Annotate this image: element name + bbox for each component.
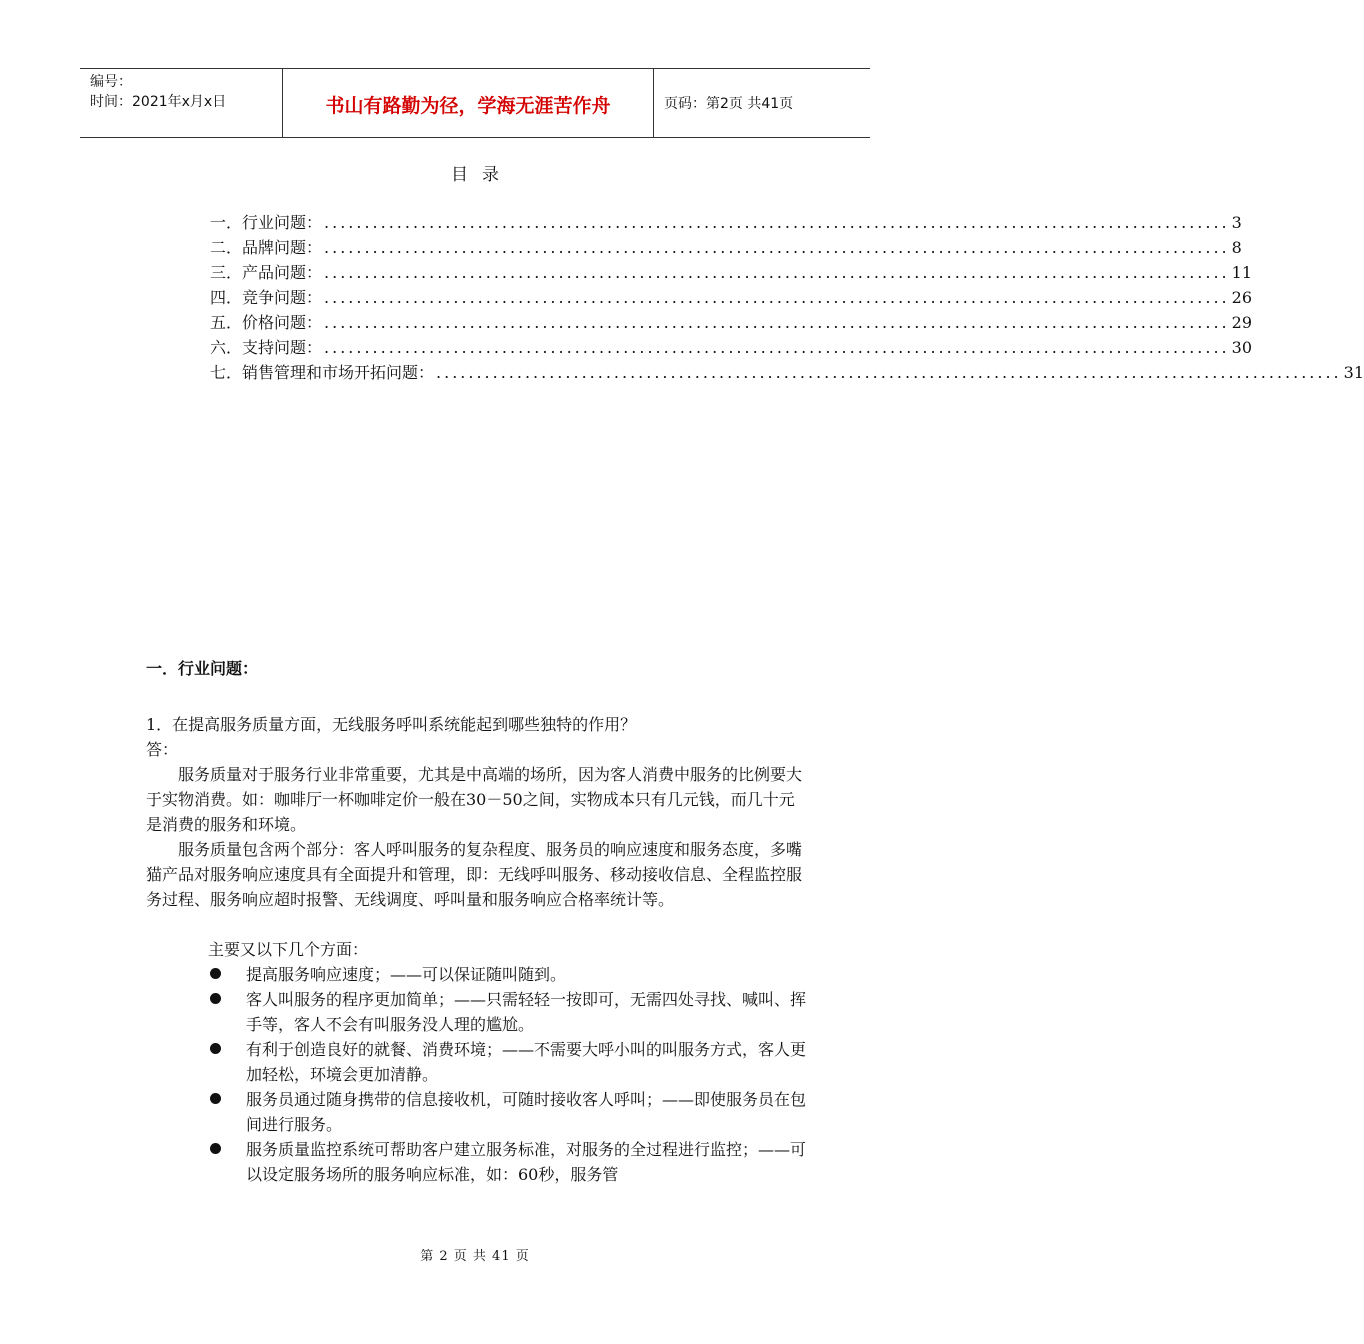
toc-entry-label: 一．行业问题： [210,213,323,232]
answer-label: 答： [146,740,179,759]
list-item-text: 服务质量监控系统可帮助客户建立服务标准，对服务的全过程进行监控；——可以设定服务场所的服务响应标准，如：60秒，服务管 [246,1140,807,1184]
bullet-list [146,962,808,1187]
toc-entry[interactable] [210,235,1242,260]
list-item [146,1087,808,1137]
toc-entry-label: 三．产品问题： [210,263,323,282]
toc-entry-label: 五．价格问题： [210,313,323,332]
toc-entry[interactable] [210,310,1252,335]
toc-entry[interactable] [210,210,1242,235]
list-item-text: 服务员通过随身携带的信息接收机，可随时接收客人呼叫；——即使服务员在包间进行服务。 [246,1090,807,1134]
page-footer: 第 2 页 共 41 页 [420,1249,530,1264]
table-of-contents [210,210,1364,385]
header-info-cell [80,69,283,137]
section-title: 一．行业问题： [146,659,259,678]
toc-leader-dots: ................................................................................................................ [324,213,1230,232]
list-item [146,1137,808,1187]
paragraph: 服务质量包含两个部分：客人呼叫服务的复杂程度、服务员的响应速度和服务态度，多嘴猫产品对服务响应速度具有全面提升和管理，即：无线呼叫服务、移动接收信息、全程监控服务过程、服务响应超时报警、无线调度、呼叫量和服务响应合格率统计等。 [146,840,803,909]
bullet-icon [210,1093,221,1104]
toc-entry-page: 29 [1231,313,1252,332]
toc-entry-page: 8 [1231,238,1242,257]
header-page-cell [654,69,870,137]
toc-entry-page: 3 [1231,213,1242,232]
toc-entry-page: 11 [1231,263,1252,282]
spacer [146,912,808,937]
list-item-text: 有利于创造良好的就餐、消费环境；——不需要大呼小叫的叫服务方式，客人更加轻松，环境会更加清静。 [246,1040,807,1084]
document-time-label: 时间：2021年x月x日 [90,94,227,110]
bullet-icon [210,1043,221,1054]
toc-entry[interactable] [210,285,1252,310]
section-body [146,712,808,1187]
toc-leader-dots: ................................................................................................................ [324,338,1230,357]
bullet-icon [210,1143,221,1154]
list-item [146,962,808,987]
list-item [146,1037,808,1087]
toc-entry-page: 30 [1231,338,1252,357]
question-text: 1．在提高服务质量方面，无线服务呼叫系统能起到哪些独特的作用？ [146,715,637,734]
toc-leader-dots: ................................................................................................................ [324,238,1230,257]
list-item-text: 提高服务响应速度；——可以保证随叫随到。 [246,965,567,984]
toc-leader-dots: ................................................................................................................ [324,313,1230,332]
toc-leader-dots: ................................................................................................................ [436,363,1342,382]
header-page-label: 页码：第2页 共41页 [664,96,794,112]
toc-leader-dots: ................................................................................................................ [324,263,1230,282]
toc-entry-label: 四．竞争问题： [210,288,323,307]
toc-entry[interactable] [210,335,1252,360]
paragraph: 服务质量对于服务行业非常重要，尤其是中高端的场所，因为客人消费中服务的比例要大于实物消费。如：咖啡厅一杯咖啡定价一般在30－50之间，实物成本只有几元钱，而几十元是消费的服务和环境。 [146,765,803,834]
document-header [80,68,870,138]
list-item-text: 客人叫服务的程序更加简单；——只需轻轻一按即可，无需四处寻找、喊叫、挥手等，客人不会有叫服务没人理的尴尬。 [246,990,807,1034]
toc-entry-page: 31 [1343,363,1364,382]
bullet-icon [210,968,221,979]
aspects-intro: 主要又以下几个方面： [208,940,369,959]
toc-entry-label: 六．支持问题： [210,338,323,357]
toc-entry[interactable] [210,260,1252,285]
header-motto: 书山有路勤为径，学海无涯苦作舟 [325,95,611,117]
toc-title: 目录 [451,165,513,185]
bullet-icon [210,993,221,1004]
header-motto-cell [283,69,654,137]
document-number-label: 编号： [90,74,132,90]
toc-entry-label: 二．品牌问题： [210,238,323,257]
toc-leader-dots: ................................................................................................................ [324,288,1230,307]
toc-entry-page: 26 [1231,288,1252,307]
list-item [146,987,808,1037]
toc-entry[interactable] [210,360,1364,385]
toc-entry-label: 七．销售管理和市场开拓问题： [210,363,435,382]
